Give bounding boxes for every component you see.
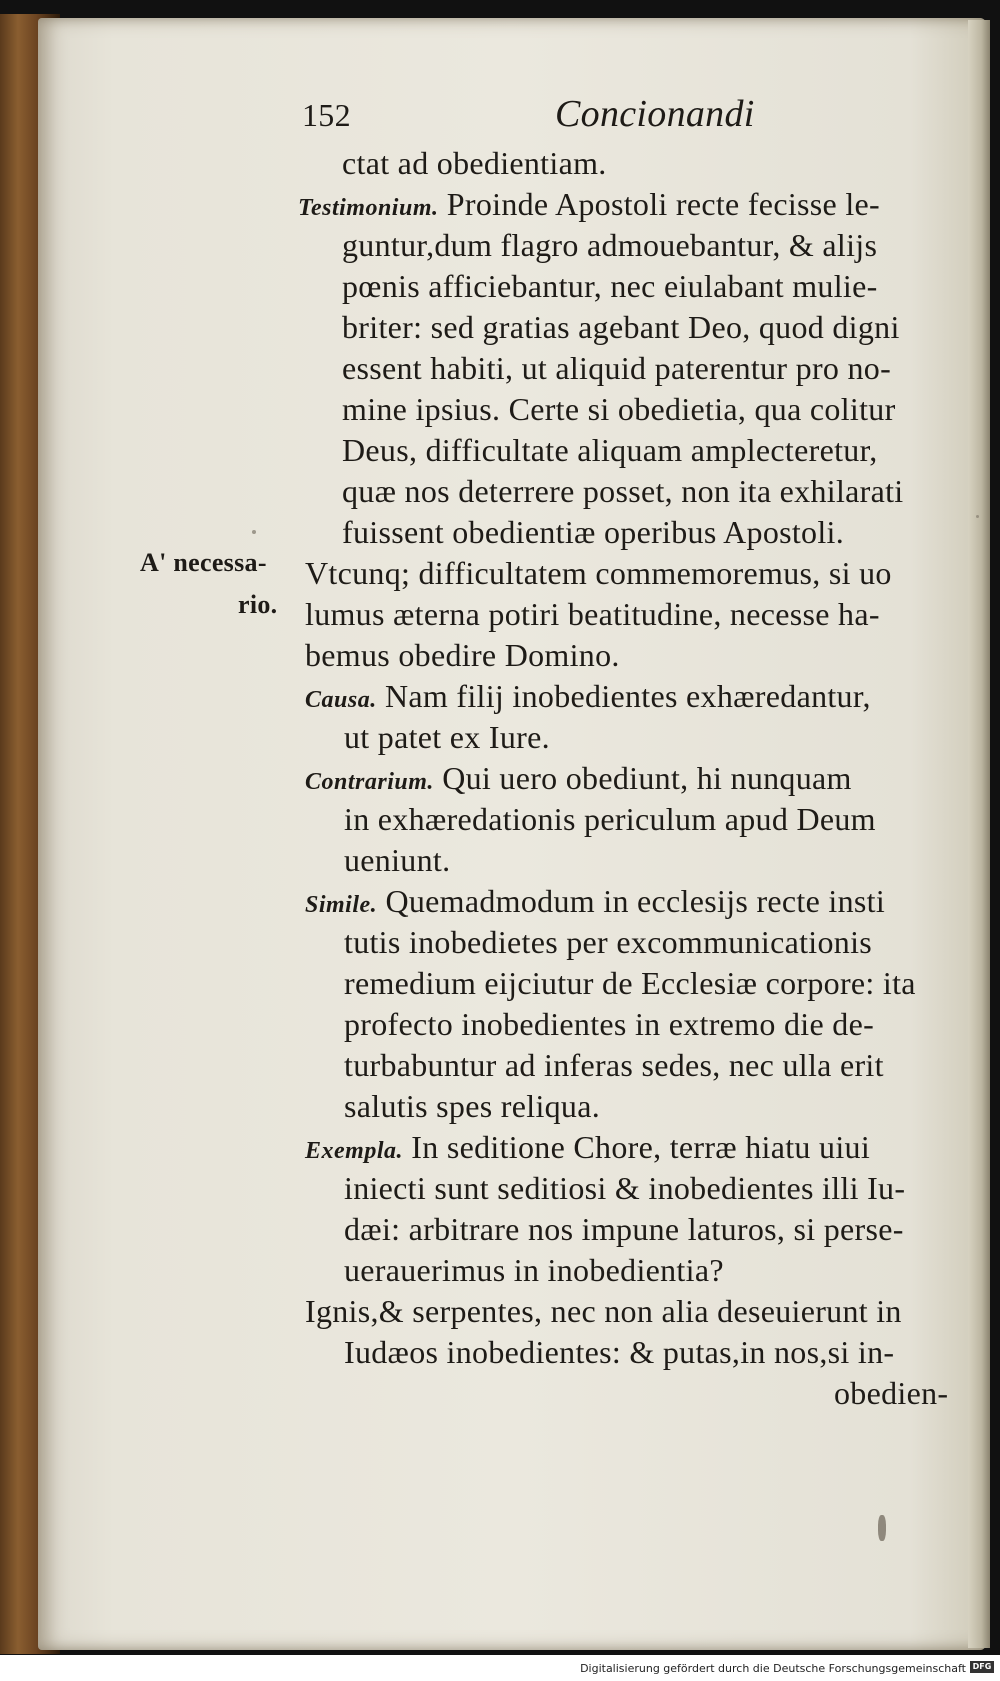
text-line: obedien- (834, 1375, 949, 1411)
text-line: ut patet ex Iure. (344, 719, 550, 755)
marginal-note (140, 548, 267, 578)
text-line: pœnis afficiebantur, nec eiulabant mulie- (342, 268, 878, 304)
text-line: lumus æterna potiri beatitudine, necesse ha- (305, 596, 880, 632)
page-fore-edge (968, 20, 990, 1648)
text-line: Deus, difficultate aliquam amplecteretur, (342, 432, 878, 468)
paper-speck (976, 515, 979, 518)
text-line: Testimonium. Proinde Apostoli recte fecisse le- (298, 186, 880, 222)
rubric-label: Testimonium. (298, 195, 439, 221)
marginal-note-cont (238, 590, 277, 620)
marginal-note-line1: A' necessa- (140, 548, 267, 577)
paper-speck (878, 1515, 886, 1541)
page-number: 152 (302, 97, 351, 133)
text-line: Exempla. In seditione Chore, terræ hiatu uiui (305, 1129, 871, 1165)
text-line: Contrarium. Qui uero obediunt, hi nunquam (305, 760, 852, 796)
rubric-label: Exempla. (305, 1138, 403, 1164)
text-line: ueniunt. (344, 842, 451, 878)
marginal-note-line2: rio. (238, 590, 278, 619)
dfg-logo: DFG (970, 1661, 994, 1673)
text-line: briter: sed gratias agebant Deo, quod digni (342, 309, 900, 345)
text-line: uerauerimus in inobedientia? (344, 1252, 724, 1288)
footer-bar (0, 1655, 1000, 1681)
rubric-label: Simile. (305, 892, 378, 918)
text-line: profecto inobedientes in extremo die de- (344, 1006, 875, 1042)
text-line: turbabuntur ad inferas sedes, nec ulla erit (344, 1047, 884, 1083)
text-line: dæi: arbitrare nos impune laturos, si perse- (344, 1211, 904, 1247)
rubric-label: Contrarium. (305, 769, 434, 795)
paper-speck (252, 530, 256, 534)
text-line: in exhæredationis periculum apud Deum (344, 801, 876, 837)
text-line: remedium eijciutur de Ecclesiæ corpore: ita (344, 965, 916, 1001)
text-line: Ignis,& serpentes, nec non alia deseuierunt in (305, 1293, 902, 1329)
text-line: essent habiti, ut aliquid paterentur pro no- (342, 350, 892, 386)
rubric-label: Causa. (305, 687, 377, 713)
text-line: fuissent obedientiæ operibus Apostoli. (342, 514, 845, 550)
text-line: Simile. Quemadmodum in ecclesijs recte insti (305, 883, 886, 919)
text-line: mine ipsius. Certe si obedietia, qua colitur (342, 391, 896, 427)
text-line: tutis inobedietes per excommunicationis (344, 924, 873, 960)
text-line: Iudæos inobedientes: & putas,in nos,si in- (344, 1334, 895, 1370)
text-line: iniecti sunt seditiosi & inobedientes illi Iu- (344, 1170, 906, 1206)
text-line: guntur,dum flagro admouebantur, & alijs (342, 227, 878, 263)
text-line: Vtcunq; difficultatem commemoremus, si uo (305, 555, 892, 591)
running-head: Concionandi (555, 93, 755, 135)
text-line: quæ nos deterrere posset, non ita exhilarati (342, 473, 904, 509)
text-line: salutis spes reliqua. (344, 1088, 601, 1124)
text-line: ctat ad obedientiam. (342, 145, 607, 181)
funding-credit: Digitalisierung gefördert durch die Deutsche Forschungsgemeinschaft (580, 1662, 966, 1675)
text-line: Causa. Nam filij inobedientes exhæredantur, (305, 678, 871, 714)
text-line: bemus obedire Domino. (305, 637, 620, 673)
